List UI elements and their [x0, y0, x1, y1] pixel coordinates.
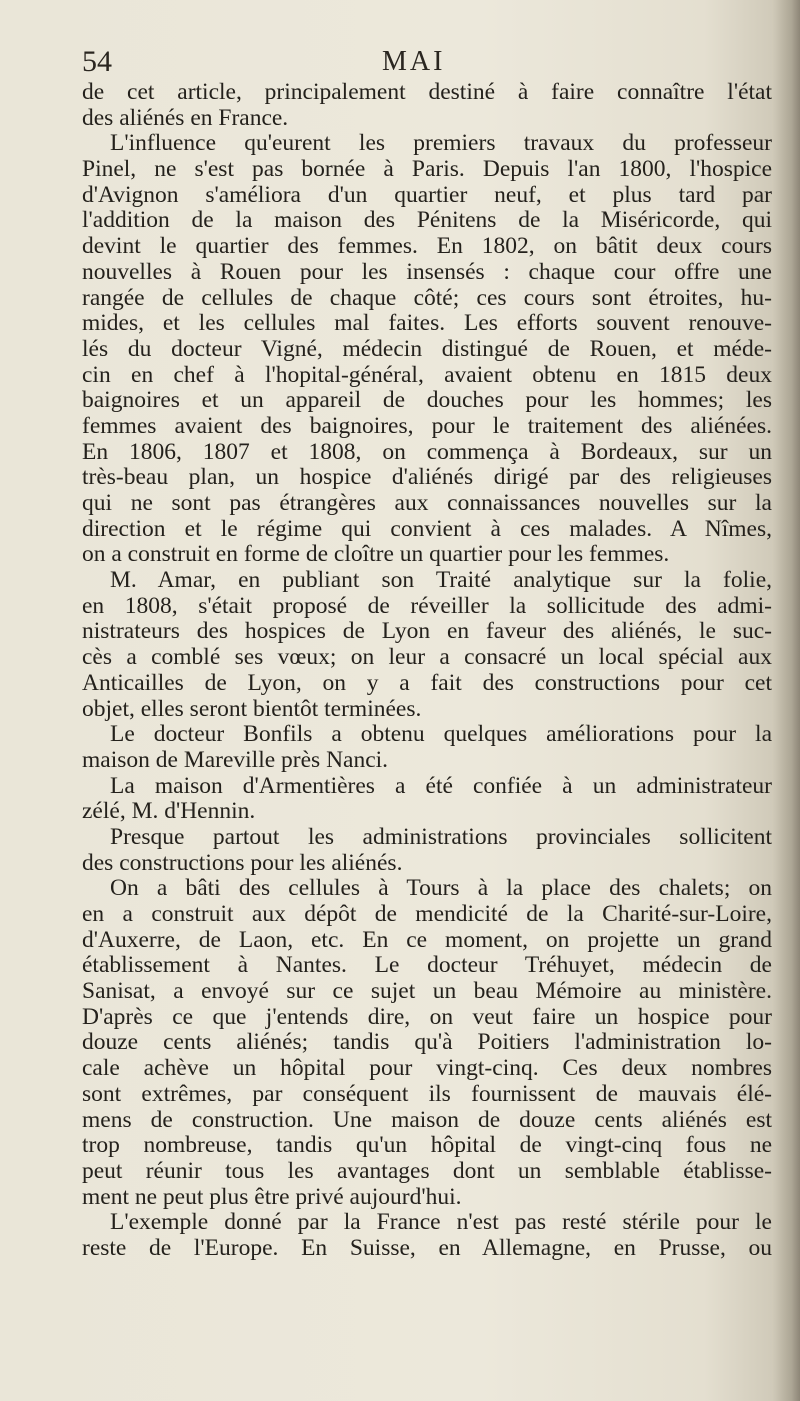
text-line: zélé, M. d'Hennin. — [82, 799, 256, 825]
text-line: cale achève un hôpital pour vingt-cinq. Ces deux nombres — [82, 1056, 772, 1082]
text-line: rangée de cellules de chaque côté; ces cours sont étroites, hu- — [82, 285, 772, 311]
text-line: douze cents aliénés; tandis qu'à Poitiers l'administration lo- — [82, 1030, 772, 1056]
page-number: 54 — [82, 45, 112, 78]
text-line: M. Amar, en publiant son Traité analytique sur la folie, — [110, 568, 772, 594]
text-line: mens de construction. Une maison de douze cents aliénés est — [82, 1107, 772, 1133]
text-line: devint le quartier des femmes. En 1802, on bâtit deux cours — [82, 234, 772, 260]
text-line: Anticailles de Lyon, on y a fait des constructions pour cet — [82, 670, 772, 696]
text-line: femmes avaient des baignoires, pour le traitement des aliénées. — [82, 413, 772, 439]
text-line: objet, elles seront bientôt terminées. — [82, 696, 422, 722]
text-line: on a construit en forme de cloître un quartier pour les femmes. — [82, 542, 670, 568]
text-line: La maison d'Armentières a été confiée à un administrateur — [110, 773, 772, 799]
text-line: L'exemple donné par la France n'est pas resté stérile pour le — [110, 1210, 772, 1236]
text-line: des constructions pour les aliénés. — [82, 850, 403, 876]
text-line: en a construit aux dépôt de mendicité de la Charité-sur-Loire, — [82, 902, 772, 927]
text-line: L'influence qu'eurent les premiers travaux du professeur — [110, 131, 772, 157]
running-head — [82, 42, 772, 82]
text-line: maison de Mareville près Nanci. — [82, 747, 389, 773]
running-title: MAI — [382, 46, 446, 77]
text-line: D'après ce que j'entends dire, on veut faire un hospice pour — [82, 1004, 772, 1030]
text-line: On a bâti des cellules à Tours à la place des chalets; on — [110, 876, 772, 902]
text-line: trop nombreuse, tandis qu'un hôpital de vingt-cinq fous ne — [82, 1133, 772, 1159]
text-line: ment ne peut plus être privé aujourd'hui. — [82, 1184, 462, 1210]
text-line: lés du docteur Vigné, médecin distingué de Rouen, et méde- — [82, 336, 772, 362]
text-line: Pinel, ne s'est pas bornée à Paris. Depuis l'an 1800, l'hospice — [82, 157, 772, 183]
text-line: reste de l'Europe. En Suisse, en Allemagne, en Prusse, ou — [82, 1235, 772, 1261]
text-line: mides, et les cellules mal faites. Les efforts souvent renouve- — [82, 311, 772, 337]
body-text — [82, 80, 772, 1262]
text-line: nistrateurs des hospices de Lyon en faveur des aliénés, le suc- — [82, 619, 772, 645]
text-line: qui ne sont pas étrangères aux connaissances nouvelles sur la — [82, 491, 772, 516]
text-line: très-beau plan, un hospice d'aliénés dirigé par des religieuses — [82, 465, 772, 491]
text-line: En 1806, 1807 et 1808, on commença à Bordeaux, sur un — [82, 439, 772, 465]
text-line: Sanisat, a envoyé sur ce sujet un beau Mémoire au ministère. — [82, 979, 772, 1005]
text-line: d'Avignon s'améliora d'un quartier neuf, et plus tard par — [82, 182, 772, 208]
text-line: établissement à Nantes. Le docteur Tréhuyet, médecin de — [82, 953, 772, 979]
text-line: nouvelles à Rouen pour les insensés : chaque cour offre une — [82, 259, 772, 285]
text-line: d'Auxerre, de Laon, etc. En ce moment, on projette un grand — [82, 927, 772, 953]
text-line: peut réunir tous les avantages dont un semblable établisse- — [82, 1158, 772, 1184]
text-line: de cet article, principalement destiné à faire connaître l'état — [82, 80, 772, 105]
text-line: sont extrêmes, par conséquent ils fournissent de mauvais élé- — [82, 1081, 772, 1107]
text-line: cès a comblé ses vœux; on leur a consacré un local spécial aux — [82, 645, 772, 671]
text-line: Le docteur Bonfils a obtenu quelques améliorations pour la — [110, 722, 772, 748]
text-line: en 1808, s'était proposé de réveiller la sollicitude des admi- — [82, 593, 772, 619]
text-line: cin en chef à l'hopital-général, avaient obtenu en 1815 deux — [82, 362, 772, 388]
spine-shadow — [772, 0, 800, 1401]
text-line: des aliénés en France. — [82, 105, 289, 131]
text-line: l'addition de la maison des Pénitens de la Miséricorde, qui — [82, 208, 772, 234]
text-line: Presque partout les administrations provinciales sollicitent — [110, 824, 772, 850]
text-line: baignoires et un appareil de douches pour les hommes; les — [82, 388, 772, 414]
text-line: direction et le régime qui convient à ces malades. A Nîmes, — [82, 516, 772, 542]
